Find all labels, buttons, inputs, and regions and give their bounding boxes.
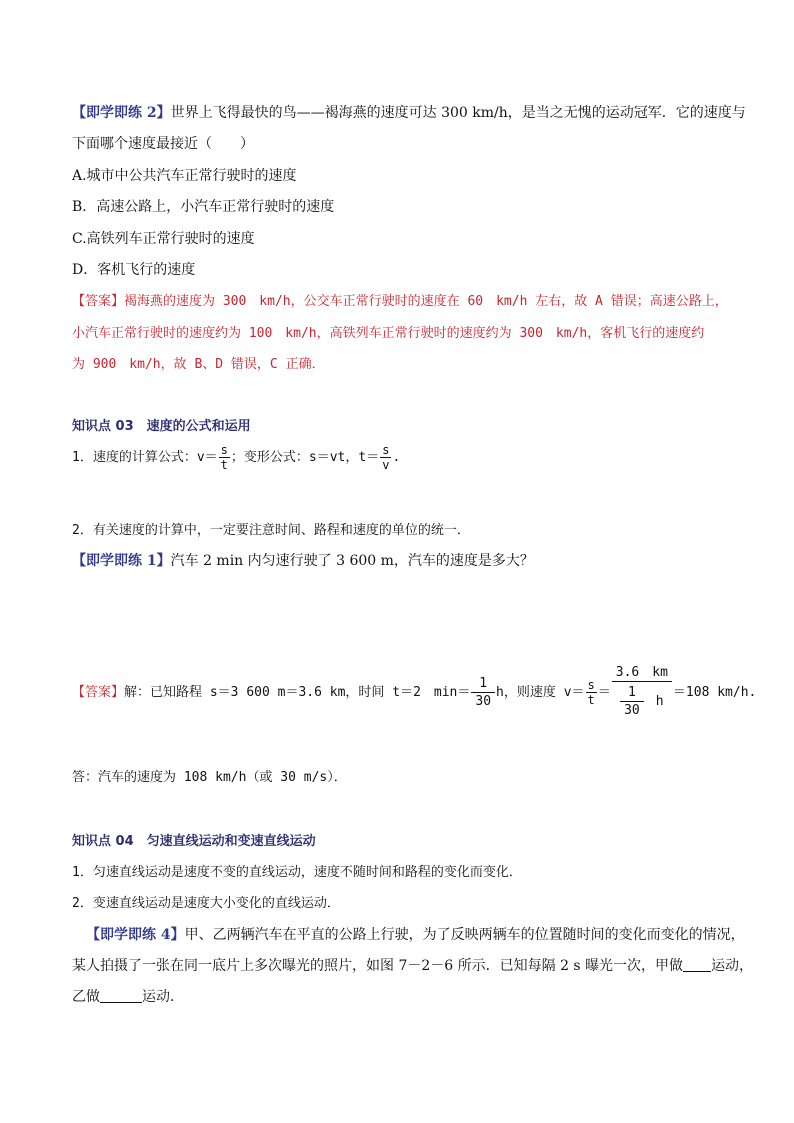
fraction-denominator: t xyxy=(220,458,228,472)
kp03-item-1 xyxy=(72,444,400,471)
formula-end: . xyxy=(392,450,401,465)
exercise-4-line1 xyxy=(86,924,745,944)
answer-part-a: 解：已知路程 s＝3 600 m＝3.6 km，时间 t＝2 min＝ xyxy=(124,685,471,700)
fraction-distance-over-time xyxy=(612,664,672,721)
exercise-4-text-3: 运动， xyxy=(711,958,754,974)
exercise-4-line2 xyxy=(72,955,753,975)
exercise-2-line1 xyxy=(72,102,746,122)
fraction-numerator: 3.6 km xyxy=(612,664,672,682)
fraction-s-over-v xyxy=(380,444,391,471)
kp03-item-2: 2．有关速度的计算中，一定要注意时间、路程和速度的单位的统一． xyxy=(72,523,470,538)
exercise-2-answer-line2: 小汽车正常行驶时的速度约为 100 km/h，高铁列车正常行驶时的速度约为 300 km/h，客机飞行的速度约 xyxy=(72,326,705,341)
exercise-2-option-d: D．客机飞行的速度 xyxy=(72,262,196,278)
exercise-4-text-2: 某人拍摄了一张在同一底片上多次曝光的照片，如图 7－2－6 所示．已知每隔 2 s 曝光一次，甲做 xyxy=(72,958,684,974)
fraction-numerator: 1 xyxy=(471,675,495,693)
exercise-4-line3 xyxy=(72,986,184,1006)
kp04-item-1: 1．匀速直线运动是速度不变的直线运动，速度不随时间和路程的变化而变化． xyxy=(72,865,522,880)
exercise-2-line2: 下面哪个速度最接近（ ） xyxy=(72,136,254,152)
fraction-1-over-30-inner xyxy=(620,684,644,719)
time-unit: h xyxy=(655,694,664,709)
answer-blank-2[interactable] xyxy=(100,988,142,1003)
answer-part-c: ＝ xyxy=(597,685,611,700)
exercise-2-option-a: A.城市中公共汽车正常行驶时的速度 xyxy=(72,168,297,184)
fraction-denominator: v xyxy=(382,458,390,472)
fraction-s-over-t xyxy=(586,679,597,706)
exercise-2-question-text: 世界上飞得最快的鸟——褐海燕的速度可达 300 km/h，是当之无愧的运动冠军．它的速度与 xyxy=(170,105,746,121)
answer-part-d: ＝108 km/h. xyxy=(672,685,757,700)
exercise-2-tag: 【即学即练 2】 xyxy=(72,105,171,121)
kp04-item-2: 2．变速直线运动是速度大小变化的直线运动． xyxy=(72,896,340,911)
exercise-1-text: 汽车 2 min 内匀速行驶了 3 600 m，汽车的速度是多大？ xyxy=(170,553,534,569)
answer-part-b: h，则速度 v＝ xyxy=(496,685,585,700)
exercise-2-answer-line1: 【答案】褐海燕的速度为 300 km/h，公交车正常行驶时的速度在 60 km/h 左右，故 A 错误；高速公路上， xyxy=(72,294,728,309)
exercise-2-option-c: C.高铁列车正常行驶时的速度 xyxy=(72,231,255,247)
exercise-1-answer xyxy=(72,664,756,721)
exercise-4-tag: 【即学即练 4】 xyxy=(86,927,185,943)
answer-tag: 【答案】 xyxy=(72,685,125,700)
fraction-numerator: s xyxy=(220,443,228,457)
exercise-1-reply: 答：汽车的速度为 108 km/h（或 30 m/s）． xyxy=(72,770,347,785)
fraction-1-over-30 xyxy=(471,675,495,710)
fraction-s-over-t xyxy=(219,444,230,471)
fraction-denominator: 30 xyxy=(624,703,640,718)
exercise-1-question xyxy=(72,550,534,570)
exercise-4-text-4: 乙做 xyxy=(72,989,100,1005)
fraction-denominator: 30 xyxy=(475,694,492,709)
exercise-1-tag: 【即学即练 1】 xyxy=(72,553,171,569)
exercise-2-option-b: B．高速公路上，小汽车正常行驶时的速度 xyxy=(72,199,335,215)
fraction-denominator: t xyxy=(587,693,595,707)
fraction-numerator: s xyxy=(587,678,595,692)
formula-prefix: 1．速度的计算公式：v＝ xyxy=(72,450,218,465)
exercise-2-answer-line3: 为 900 km/h，故 B、D 错误，C 正确． xyxy=(72,357,325,372)
fraction-numerator: s xyxy=(382,443,390,457)
fraction-numerator: 1 xyxy=(620,684,644,702)
knowledge-point-03-title: 知识点 03 速度的公式和运用 xyxy=(72,419,251,434)
answer-blank-1[interactable] xyxy=(683,957,711,972)
exercise-4-text-5: 运动． xyxy=(142,989,184,1005)
exercise-4-text-1: 甲、乙两辆汽车在平直的公路上行驶，为了反映两辆车的位置随时间的变化而变化的情况， xyxy=(184,927,745,943)
fraction-denominator xyxy=(612,682,672,721)
knowledge-point-04-title: 知识点 04 匀速直线运动和变速直线运动 xyxy=(72,834,316,849)
formula-variant: ；变形公式：s＝vt，t＝ xyxy=(230,450,380,465)
